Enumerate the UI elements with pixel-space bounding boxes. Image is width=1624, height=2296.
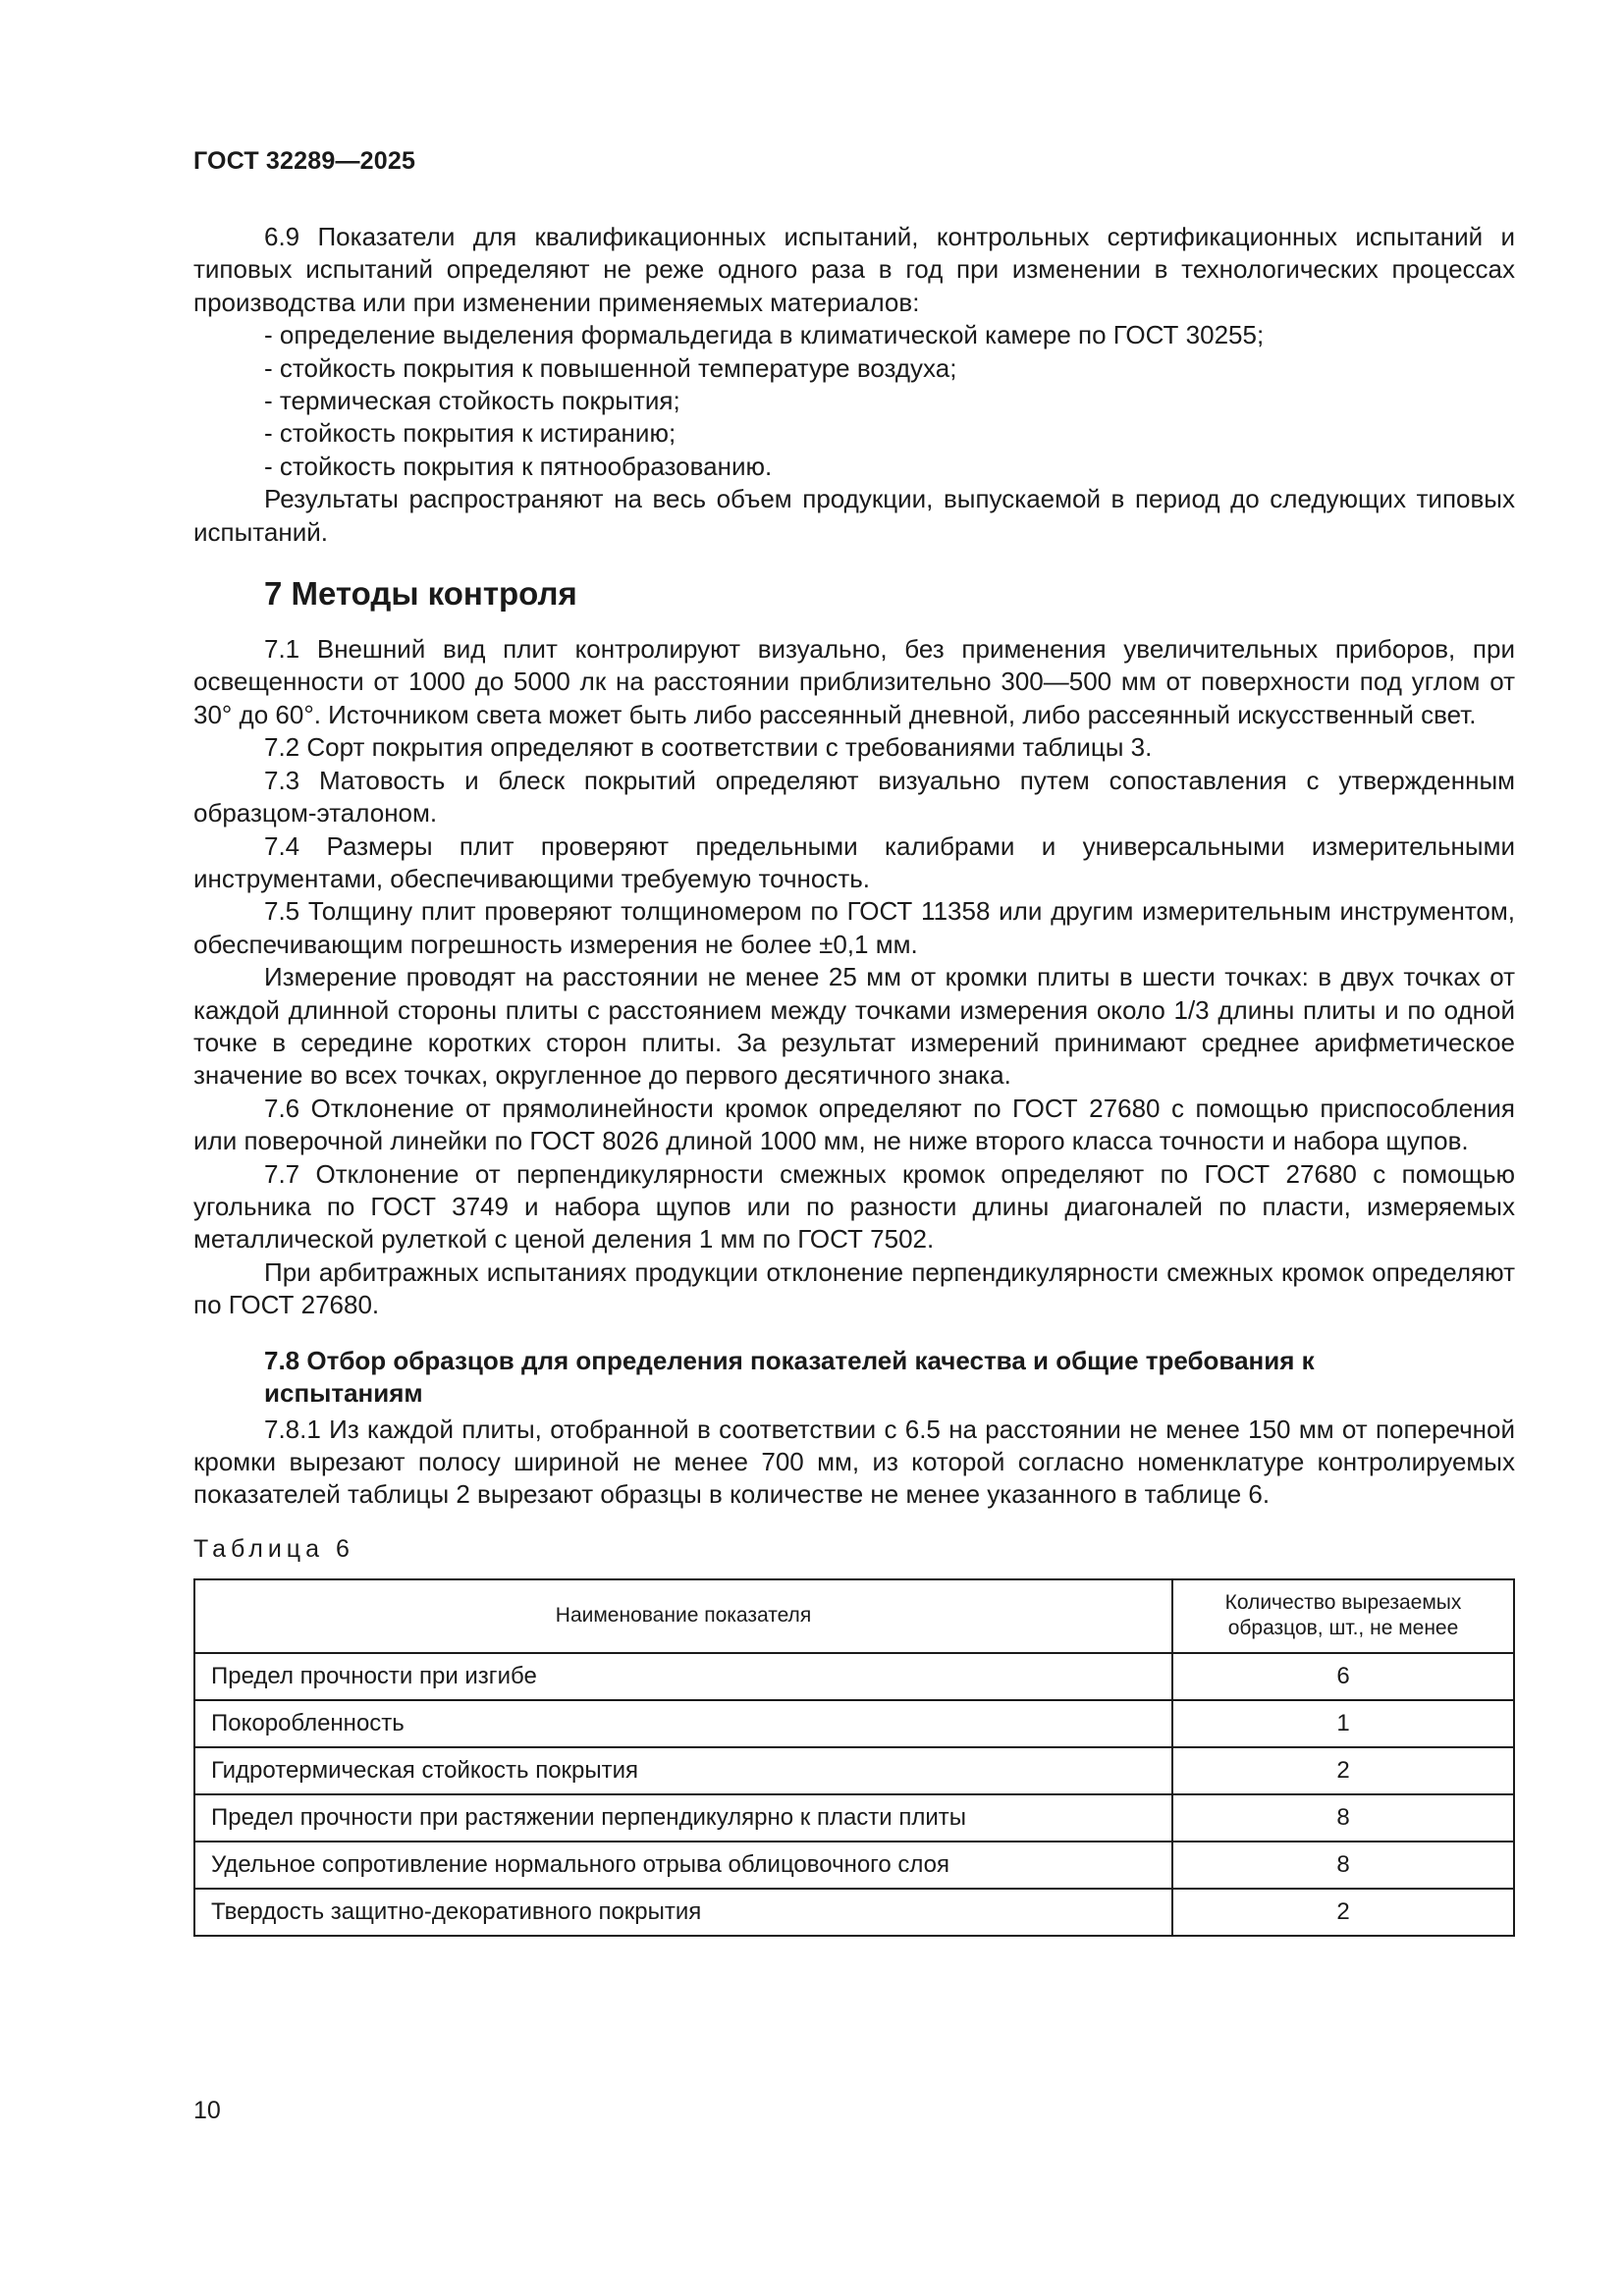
table-row xyxy=(194,1653,1514,1700)
subsection-7-8-title: 7.8 Отбор образцов для определения показателей качества и общие требования к испытаниям xyxy=(264,1345,1315,1408)
page-number: 10 xyxy=(193,2097,221,2124)
paragraph-7-7: 7.7 Отклонение от перпендикулярности смежных кромок определяют по ГОСТ 27680 с помощью угольника по ГОСТ 3749 и набора щупов или по разности длины диагоналей по пласти, измеряемых металлической рулеткой с ценой деления 1 мм по ГОСТ 7502. xyxy=(193,1158,1515,1255)
indicator-cell: Предел прочности при изгибе xyxy=(194,1653,1172,1700)
list-item: - определение выделения формальдегида в климатической камере по ГОСТ 30255; xyxy=(264,320,1265,350)
column-header-indicator: Наименование показателя xyxy=(194,1579,1172,1653)
paragraph-7-7-arbitration: При арбитражных испытаниях продукции отклонение перпендикулярности смежных кромок определяют по ГОСТ 27680. xyxy=(193,1256,1515,1320)
list-item: - стойкость покрытия к повышенной температуре воздуха; xyxy=(264,352,957,383)
paragraph-7-5-measurement: Измерение проводят на расстоянии не менее 25 мм от кромки плиты в шести точках: в двух точках от каждой длинной стороны плиты с расстоянием между точками измерения около 1/3 длины плиты и по одной точке в середине коротких сторон плиты. За результат измерений принимают среднее арифметическое значение во всех точках, округленное до первого десятичного знака. xyxy=(193,962,1515,1091)
indicator-cell: Покоробленность xyxy=(194,1700,1172,1747)
indicator-cell: Гидротермическая стойкость покрытия xyxy=(194,1747,1172,1794)
quantity-cell: 8 xyxy=(1172,1794,1514,1842)
column-header-quantity: Количество вырезаемых образцов, шт., не менее xyxy=(1172,1579,1514,1653)
table-row xyxy=(194,1700,1514,1747)
quantity-cell: 2 xyxy=(1172,1747,1514,1794)
quantity-cell: 2 xyxy=(1172,1889,1514,1936)
clause-6-9-intro: 6.9 Показатели для квалификационных испытаний, контрольных сертификационных испытаний и типовых испытаний определяют не реже одного раза в год при изменении в технологических процессах производства или при изменении применяемых материалов: xyxy=(193,222,1515,317)
table-row xyxy=(194,1842,1514,1889)
paragraph-7-5: 7.5 Толщину плит проверяют толщиномером по ГОСТ 11358 или другим измерительным инструментом, обеспечивающим погрешность измерения не более ±0,1 мм. xyxy=(193,896,1515,959)
paragraph-7-3: 7.3 Матовость и блеск покрытий определяют визуально путем сопоставления с утвержденным образцом-эталоном. xyxy=(193,765,1515,828)
paragraph-7-2: 7.2 Сорт покрытия определяют в соответствии с требованиями таблицы 3. xyxy=(264,732,1153,763)
list-item: - стойкость покрытия к истиранию; xyxy=(264,418,677,449)
table-caption: Таблица 6 xyxy=(193,1534,354,1563)
paragraph-7-6: 7.6 Отклонение от прямолинейности кромок определяют по ГОСТ 27680 с помощью приспособления или поверочной линейки по ГОСТ 8026 длиной 1000 мм, не ниже второго класса точности и набора щупов. xyxy=(193,1093,1515,1156)
quantity-cell: 8 xyxy=(1172,1842,1514,1889)
table-6 xyxy=(193,1578,1515,1937)
indicator-cell: Предел прочности при растяжении перпендикулярно к пласти плиты xyxy=(194,1794,1172,1842)
paragraph-7-8-1: 7.8.1 Из каждой плиты, отобранной в соответствии с 6.5 на расстоянии не менее 150 мм от поперечной кромки вырезают полосу шириной не менее 700 мм, из которой согласно номенклатуре контролируемых показателей таблицы 2 вырезают образцы в количестве не менее указанного в таблице 6. xyxy=(193,1414,1515,1510)
table-header-row xyxy=(194,1579,1514,1653)
list-item: - стойкость покрытия к пятнообразованию. xyxy=(264,451,773,481)
list-item: - термическая стойкость покрытия; xyxy=(264,386,680,416)
paragraph-7-4: 7.4 Размеры плит проверяют предельными калибрами и универсальными измерительными инструментами, обеспечивающими требуемую точность. xyxy=(193,830,1515,893)
table-row xyxy=(194,1889,1514,1936)
indicator-cell: Твердость защитно-декоративного покрытия xyxy=(194,1889,1172,1936)
quantity-cell: 6 xyxy=(1172,1653,1514,1700)
document-header: ГОСТ 32289—2025 xyxy=(193,147,416,175)
document-body xyxy=(193,221,1515,1937)
section-7-title: 7 Методы контроля xyxy=(264,575,577,613)
table-row xyxy=(194,1794,1514,1842)
clause-6-9-result: Результаты распространяют на весь объем продукции, выпускаемой в период до следующих типовых испытаний. xyxy=(193,484,1515,547)
paragraph-7-1: 7.1 Внешний вид плит контролируют визуально, без применения увеличительных приборов, при освещенности от 1000 до 5000 лк на расстоянии приблизительно 300—500 мм от поверхности под углом от 30° до 60°. Источником света может быть либо рассеянный дневной, либо рассеянный искусственный свет. xyxy=(193,634,1515,729)
indicator-cell: Удельное сопротивление нормального отрыва облицовочного слоя xyxy=(194,1842,1172,1889)
quantity-cell: 1 xyxy=(1172,1700,1514,1747)
table-row xyxy=(194,1747,1514,1794)
